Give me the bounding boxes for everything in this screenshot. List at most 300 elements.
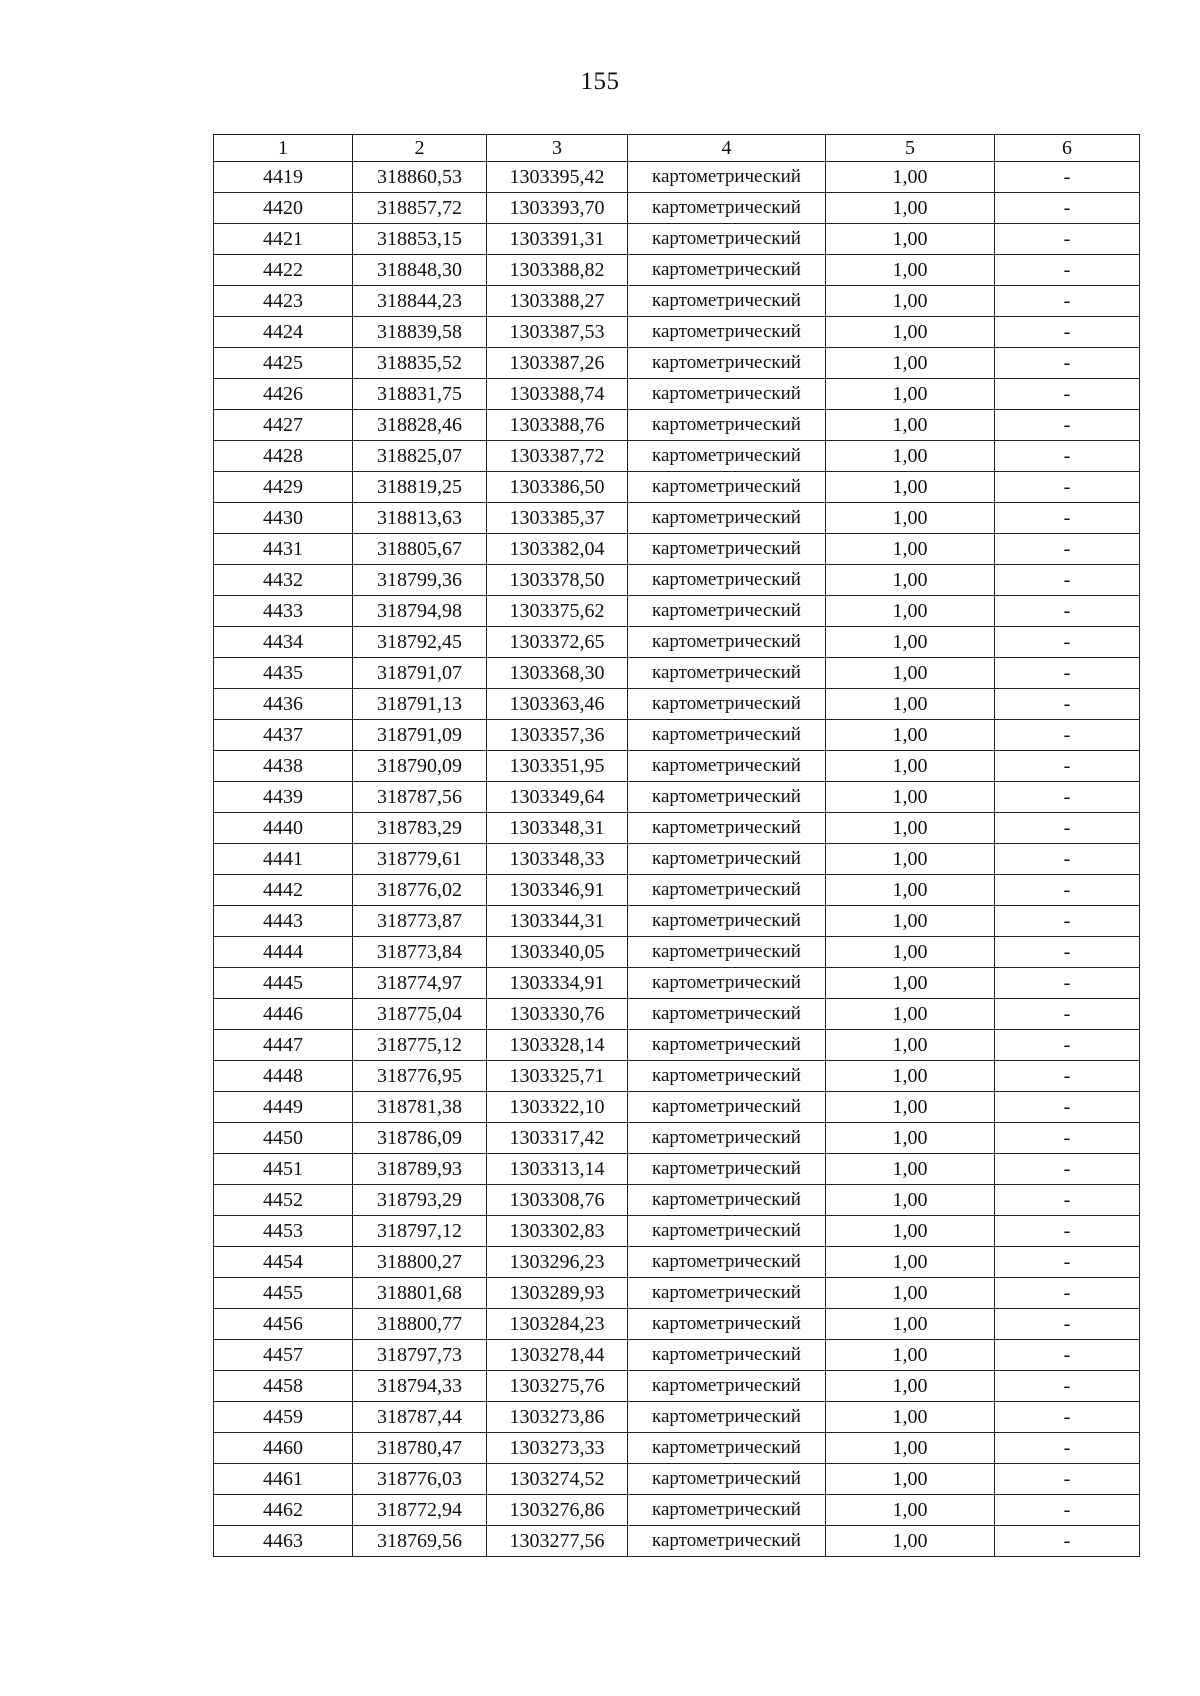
- y-coordinate-cell: 1303278,44: [487, 1340, 628, 1371]
- point-number-cell: 4452: [214, 1185, 353, 1216]
- note-cell: -: [995, 627, 1140, 658]
- method-cell: картометрический: [628, 503, 826, 534]
- y-coordinate-cell: 1303317,42: [487, 1123, 628, 1154]
- accuracy-cell: 1,00: [826, 534, 995, 565]
- accuracy-cell: 1,00: [826, 596, 995, 627]
- point-number-cell: 4427: [214, 410, 353, 441]
- x-coordinate-cell: 318774,97: [353, 968, 487, 999]
- accuracy-cell: 1,00: [826, 1061, 995, 1092]
- column-header: 2: [353, 135, 487, 162]
- note-cell: -: [995, 379, 1140, 410]
- note-cell: -: [995, 1278, 1140, 1309]
- note-cell: -: [995, 1402, 1140, 1433]
- accuracy-cell: 1,00: [826, 1495, 995, 1526]
- note-cell: -: [995, 1216, 1140, 1247]
- point-number-cell: 4435: [214, 658, 353, 689]
- accuracy-cell: 1,00: [826, 1340, 995, 1371]
- method-cell: картометрический: [628, 751, 826, 782]
- table-row: [214, 193, 1140, 224]
- method-cell: картометрический: [628, 255, 826, 286]
- table-row: [214, 441, 1140, 472]
- y-coordinate-cell: 1303386,50: [487, 472, 628, 503]
- x-coordinate-cell: 318787,56: [353, 782, 487, 813]
- table-row: [214, 1371, 1140, 1402]
- y-coordinate-cell: 1303351,95: [487, 751, 628, 782]
- x-coordinate-cell: 318791,13: [353, 689, 487, 720]
- table-row: [214, 844, 1140, 875]
- table-row: [214, 534, 1140, 565]
- method-cell: картометрический: [628, 844, 826, 875]
- table-row: [214, 1464, 1140, 1495]
- x-coordinate-cell: 318776,95: [353, 1061, 487, 1092]
- x-coordinate-cell: 318813,63: [353, 503, 487, 534]
- method-cell: картометрический: [628, 1526, 826, 1557]
- method-cell: картометрический: [628, 1464, 826, 1495]
- y-coordinate-cell: 1303363,46: [487, 689, 628, 720]
- method-cell: картометрический: [628, 565, 826, 596]
- table-row: [214, 1123, 1140, 1154]
- method-cell: картометрический: [628, 782, 826, 813]
- table-row: [214, 937, 1140, 968]
- note-cell: -: [995, 348, 1140, 379]
- note-cell: -: [995, 534, 1140, 565]
- x-coordinate-cell: 318800,27: [353, 1247, 487, 1278]
- method-cell: картометрический: [628, 1123, 826, 1154]
- x-coordinate-cell: 318773,87: [353, 906, 487, 937]
- table-row: [214, 813, 1140, 844]
- method-cell: картометрический: [628, 1278, 826, 1309]
- note-cell: -: [995, 658, 1140, 689]
- method-cell: картометрический: [628, 1216, 826, 1247]
- note-cell: -: [995, 1309, 1140, 1340]
- note-cell: -: [995, 162, 1140, 193]
- table-row: [214, 348, 1140, 379]
- note-cell: -: [995, 844, 1140, 875]
- note-cell: -: [995, 410, 1140, 441]
- accuracy-cell: 1,00: [826, 1185, 995, 1216]
- accuracy-cell: 1,00: [826, 193, 995, 224]
- x-coordinate-cell: 318799,36: [353, 565, 487, 596]
- point-number-cell: 4422: [214, 255, 353, 286]
- y-coordinate-cell: 1303375,62: [487, 596, 628, 627]
- point-number-cell: 4420: [214, 193, 353, 224]
- table-row: [214, 565, 1140, 596]
- note-cell: -: [995, 1464, 1140, 1495]
- y-coordinate-cell: 1303388,76: [487, 410, 628, 441]
- accuracy-cell: 1,00: [826, 937, 995, 968]
- method-cell: картометрический: [628, 1340, 826, 1371]
- table-row: [214, 627, 1140, 658]
- table-row: [214, 410, 1140, 441]
- x-coordinate-cell: 318801,68: [353, 1278, 487, 1309]
- note-cell: -: [995, 968, 1140, 999]
- y-coordinate-cell: 1303349,64: [487, 782, 628, 813]
- method-cell: картометрический: [628, 875, 826, 906]
- y-coordinate-cell: 1303348,33: [487, 844, 628, 875]
- point-number-cell: 4455: [214, 1278, 353, 1309]
- column-header: 1: [214, 135, 353, 162]
- y-coordinate-cell: 1303273,33: [487, 1433, 628, 1464]
- accuracy-cell: 1,00: [826, 1123, 995, 1154]
- method-cell: картометрический: [628, 1495, 826, 1526]
- table-row: [214, 751, 1140, 782]
- column-header: 6: [995, 135, 1140, 162]
- table-row: [214, 1309, 1140, 1340]
- y-coordinate-cell: 1303334,91: [487, 968, 628, 999]
- accuracy-cell: 1,00: [826, 379, 995, 410]
- y-coordinate-cell: 1303388,27: [487, 286, 628, 317]
- point-number-cell: 4463: [214, 1526, 353, 1557]
- note-cell: -: [995, 317, 1140, 348]
- method-cell: картометрический: [628, 410, 826, 441]
- point-number-cell: 4454: [214, 1247, 353, 1278]
- table-row: [214, 286, 1140, 317]
- point-number-cell: 4428: [214, 441, 353, 472]
- method-cell: картометрический: [628, 1371, 826, 1402]
- y-coordinate-cell: 1303289,93: [487, 1278, 628, 1309]
- column-header: 3: [487, 135, 628, 162]
- accuracy-cell: 1,00: [826, 441, 995, 472]
- method-cell: картометрический: [628, 999, 826, 1030]
- x-coordinate-cell: 318776,03: [353, 1464, 487, 1495]
- table-row: [214, 1278, 1140, 1309]
- table-body: [214, 162, 1140, 1557]
- note-cell: -: [995, 1340, 1140, 1371]
- x-coordinate-cell: 318835,52: [353, 348, 487, 379]
- accuracy-cell: 1,00: [826, 751, 995, 782]
- y-coordinate-cell: 1303344,31: [487, 906, 628, 937]
- point-number-cell: 4453: [214, 1216, 353, 1247]
- x-coordinate-cell: 318828,46: [353, 410, 487, 441]
- point-number-cell: 4441: [214, 844, 353, 875]
- x-coordinate-cell: 318860,53: [353, 162, 487, 193]
- accuracy-cell: 1,00: [826, 1154, 995, 1185]
- y-coordinate-cell: 1303302,83: [487, 1216, 628, 1247]
- point-number-cell: 4434: [214, 627, 353, 658]
- point-number-cell: 4429: [214, 472, 353, 503]
- y-coordinate-cell: 1303387,72: [487, 441, 628, 472]
- note-cell: -: [995, 286, 1140, 317]
- note-cell: -: [995, 255, 1140, 286]
- method-cell: картометрический: [628, 317, 826, 348]
- method-cell: картометрический: [628, 1185, 826, 1216]
- accuracy-cell: 1,00: [826, 224, 995, 255]
- accuracy-cell: 1,00: [826, 813, 995, 844]
- note-cell: -: [995, 937, 1140, 968]
- accuracy-cell: 1,00: [826, 1030, 995, 1061]
- method-cell: картометрический: [628, 348, 826, 379]
- point-number-cell: 4457: [214, 1340, 353, 1371]
- note-cell: -: [995, 1061, 1140, 1092]
- table-row: [214, 503, 1140, 534]
- accuracy-cell: 1,00: [826, 875, 995, 906]
- table-row: [214, 1433, 1140, 1464]
- accuracy-cell: 1,00: [826, 1526, 995, 1557]
- method-cell: картометрический: [628, 1030, 826, 1061]
- method-cell: картометрический: [628, 1433, 826, 1464]
- accuracy-cell: 1,00: [826, 1092, 995, 1123]
- y-coordinate-cell: 1303322,10: [487, 1092, 628, 1123]
- y-coordinate-cell: 1303395,42: [487, 162, 628, 193]
- x-coordinate-cell: 318793,29: [353, 1185, 487, 1216]
- note-cell: -: [995, 906, 1140, 937]
- method-cell: картометрический: [628, 1092, 826, 1123]
- y-coordinate-cell: 1303357,36: [487, 720, 628, 751]
- method-cell: картометрический: [628, 162, 826, 193]
- point-number-cell: 4438: [214, 751, 353, 782]
- note-cell: -: [995, 1030, 1140, 1061]
- table-row: [214, 720, 1140, 751]
- accuracy-cell: 1,00: [826, 689, 995, 720]
- point-number-cell: 4421: [214, 224, 353, 255]
- note-cell: -: [995, 751, 1140, 782]
- method-cell: картометрический: [628, 472, 826, 503]
- accuracy-cell: 1,00: [826, 255, 995, 286]
- note-cell: -: [995, 472, 1140, 503]
- table-row: [214, 906, 1140, 937]
- x-coordinate-cell: 318797,73: [353, 1340, 487, 1371]
- x-coordinate-cell: 318819,25: [353, 472, 487, 503]
- note-cell: -: [995, 503, 1140, 534]
- point-number-cell: 4433: [214, 596, 353, 627]
- y-coordinate-cell: 1303340,05: [487, 937, 628, 968]
- method-cell: картометрический: [628, 596, 826, 627]
- note-cell: -: [995, 689, 1140, 720]
- x-coordinate-cell: 318853,15: [353, 224, 487, 255]
- x-coordinate-cell: 318844,23: [353, 286, 487, 317]
- method-cell: картометрический: [628, 441, 826, 472]
- accuracy-cell: 1,00: [826, 999, 995, 1030]
- accuracy-cell: 1,00: [826, 1278, 995, 1309]
- y-coordinate-cell: 1303328,14: [487, 1030, 628, 1061]
- y-coordinate-cell: 1303372,65: [487, 627, 628, 658]
- point-number-cell: 4437: [214, 720, 353, 751]
- y-coordinate-cell: 1303378,50: [487, 565, 628, 596]
- x-coordinate-cell: 318831,75: [353, 379, 487, 410]
- y-coordinate-cell: 1303274,52: [487, 1464, 628, 1495]
- x-coordinate-cell: 318805,67: [353, 534, 487, 565]
- y-coordinate-cell: 1303325,71: [487, 1061, 628, 1092]
- y-coordinate-cell: 1303277,56: [487, 1526, 628, 1557]
- note-cell: -: [995, 596, 1140, 627]
- accuracy-cell: 1,00: [826, 472, 995, 503]
- table-row: [214, 1526, 1140, 1557]
- point-number-cell: 4446: [214, 999, 353, 1030]
- y-coordinate-cell: 1303393,70: [487, 193, 628, 224]
- point-number-cell: 4442: [214, 875, 353, 906]
- note-cell: -: [995, 813, 1140, 844]
- point-number-cell: 4451: [214, 1154, 353, 1185]
- note-cell: -: [995, 782, 1140, 813]
- y-coordinate-cell: 1303296,23: [487, 1247, 628, 1278]
- x-coordinate-cell: 318857,72: [353, 193, 487, 224]
- y-coordinate-cell: 1303382,04: [487, 534, 628, 565]
- method-cell: картометрический: [628, 1402, 826, 1433]
- point-number-cell: 4430: [214, 503, 353, 534]
- note-cell: -: [995, 720, 1140, 751]
- accuracy-cell: 1,00: [826, 782, 995, 813]
- table-row: [214, 379, 1140, 410]
- y-coordinate-cell: 1303388,82: [487, 255, 628, 286]
- x-coordinate-cell: 318794,98: [353, 596, 487, 627]
- method-cell: картометрический: [628, 224, 826, 255]
- point-number-cell: 4458: [214, 1371, 353, 1402]
- table-row: [214, 1154, 1140, 1185]
- method-cell: картометрический: [628, 968, 826, 999]
- table-row: [214, 472, 1140, 503]
- y-coordinate-cell: 1303276,86: [487, 1495, 628, 1526]
- note-cell: -: [995, 875, 1140, 906]
- accuracy-cell: 1,00: [826, 968, 995, 999]
- x-coordinate-cell: 318775,12: [353, 1030, 487, 1061]
- note-cell: -: [995, 1371, 1140, 1402]
- method-cell: картометрический: [628, 937, 826, 968]
- table-row: [214, 782, 1140, 813]
- accuracy-cell: 1,00: [826, 348, 995, 379]
- point-number-cell: 4424: [214, 317, 353, 348]
- x-coordinate-cell: 318794,33: [353, 1371, 487, 1402]
- point-number-cell: 4447: [214, 1030, 353, 1061]
- accuracy-cell: 1,00: [826, 1309, 995, 1340]
- accuracy-cell: 1,00: [826, 410, 995, 441]
- accuracy-cell: 1,00: [826, 1247, 995, 1278]
- column-header: 4: [628, 135, 826, 162]
- table-row: [214, 1216, 1140, 1247]
- y-coordinate-cell: 1303388,74: [487, 379, 628, 410]
- y-coordinate-cell: 1303385,37: [487, 503, 628, 534]
- table-row: [214, 658, 1140, 689]
- y-coordinate-cell: 1303308,76: [487, 1185, 628, 1216]
- table-row: [214, 875, 1140, 906]
- method-cell: картометрический: [628, 658, 826, 689]
- point-number-cell: 4436: [214, 689, 353, 720]
- y-coordinate-cell: 1303273,86: [487, 1402, 628, 1433]
- point-number-cell: 4459: [214, 1402, 353, 1433]
- table-row: [214, 1340, 1140, 1371]
- x-coordinate-cell: 318781,38: [353, 1092, 487, 1123]
- x-coordinate-cell: 318825,07: [353, 441, 487, 472]
- accuracy-cell: 1,00: [826, 1371, 995, 1402]
- x-coordinate-cell: 318789,93: [353, 1154, 487, 1185]
- point-number-cell: 4423: [214, 286, 353, 317]
- note-cell: -: [995, 565, 1140, 596]
- x-coordinate-cell: 318769,56: [353, 1526, 487, 1557]
- point-number-cell: 4432: [214, 565, 353, 596]
- method-cell: картометрический: [628, 534, 826, 565]
- note-cell: -: [995, 1154, 1140, 1185]
- x-coordinate-cell: 318797,12: [353, 1216, 487, 1247]
- x-coordinate-cell: 318791,07: [353, 658, 487, 689]
- note-cell: -: [995, 1092, 1140, 1123]
- table-row: [214, 224, 1140, 255]
- table-row: [214, 1030, 1140, 1061]
- method-cell: картометрический: [628, 193, 826, 224]
- x-coordinate-cell: 318783,29: [353, 813, 487, 844]
- y-coordinate-cell: 1303284,23: [487, 1309, 628, 1340]
- table-header-row: [214, 135, 1140, 162]
- table-row: [214, 1495, 1140, 1526]
- x-coordinate-cell: 318772,94: [353, 1495, 487, 1526]
- point-number-cell: 4440: [214, 813, 353, 844]
- point-number-cell: 4445: [214, 968, 353, 999]
- note-cell: -: [995, 1433, 1140, 1464]
- y-coordinate-cell: 1303330,76: [487, 999, 628, 1030]
- x-coordinate-cell: 318839,58: [353, 317, 487, 348]
- table-row: [214, 1402, 1140, 1433]
- point-number-cell: 4461: [214, 1464, 353, 1495]
- note-cell: -: [995, 1123, 1140, 1154]
- table-row: [214, 1247, 1140, 1278]
- y-coordinate-cell: 1303275,76: [487, 1371, 628, 1402]
- accuracy-cell: 1,00: [826, 317, 995, 348]
- accuracy-cell: 1,00: [826, 844, 995, 875]
- accuracy-cell: 1,00: [826, 286, 995, 317]
- x-coordinate-cell: 318848,30: [353, 255, 487, 286]
- accuracy-cell: 1,00: [826, 627, 995, 658]
- method-cell: картометрический: [628, 689, 826, 720]
- point-number-cell: 4425: [214, 348, 353, 379]
- x-coordinate-cell: 318786,09: [353, 1123, 487, 1154]
- x-coordinate-cell: 318780,47: [353, 1433, 487, 1464]
- y-coordinate-cell: 1303346,91: [487, 875, 628, 906]
- y-coordinate-cell: 1303368,30: [487, 658, 628, 689]
- accuracy-cell: 1,00: [826, 503, 995, 534]
- table-row: [214, 689, 1140, 720]
- x-coordinate-cell: 318790,09: [353, 751, 487, 782]
- note-cell: -: [995, 999, 1140, 1030]
- note-cell: -: [995, 441, 1140, 472]
- x-coordinate-cell: 318779,61: [353, 844, 487, 875]
- page-number: 155: [580, 68, 620, 95]
- point-number-cell: 4426: [214, 379, 353, 410]
- accuracy-cell: 1,00: [826, 162, 995, 193]
- point-number-cell: 4431: [214, 534, 353, 565]
- note-cell: -: [995, 1526, 1140, 1557]
- x-coordinate-cell: 318791,09: [353, 720, 487, 751]
- method-cell: картометрический: [628, 813, 826, 844]
- point-number-cell: 4449: [214, 1092, 353, 1123]
- point-number-cell: 4443: [214, 906, 353, 937]
- method-cell: картометрический: [628, 1247, 826, 1278]
- note-cell: -: [995, 224, 1140, 255]
- point-number-cell: 4419: [214, 162, 353, 193]
- method-cell: картометрический: [628, 1061, 826, 1092]
- y-coordinate-cell: 1303391,31: [487, 224, 628, 255]
- note-cell: -: [995, 1185, 1140, 1216]
- table-row: [214, 1185, 1140, 1216]
- method-cell: картометрический: [628, 286, 826, 317]
- y-coordinate-cell: 1303348,31: [487, 813, 628, 844]
- point-number-cell: 4450: [214, 1123, 353, 1154]
- x-coordinate-cell: 318773,84: [353, 937, 487, 968]
- accuracy-cell: 1,00: [826, 1464, 995, 1495]
- table-row: [214, 999, 1140, 1030]
- table-row: [214, 1061, 1140, 1092]
- x-coordinate-cell: 318787,44: [353, 1402, 487, 1433]
- x-coordinate-cell: 318800,77: [353, 1309, 487, 1340]
- point-number-cell: 4444: [214, 937, 353, 968]
- table-row: [214, 968, 1140, 999]
- accuracy-cell: 1,00: [826, 1216, 995, 1247]
- accuracy-cell: 1,00: [826, 565, 995, 596]
- accuracy-cell: 1,00: [826, 658, 995, 689]
- note-cell: -: [995, 1247, 1140, 1278]
- accuracy-cell: 1,00: [826, 906, 995, 937]
- point-number-cell: 4460: [214, 1433, 353, 1464]
- y-coordinate-cell: 1303313,14: [487, 1154, 628, 1185]
- method-cell: картометрический: [628, 906, 826, 937]
- point-number-cell: 4462: [214, 1495, 353, 1526]
